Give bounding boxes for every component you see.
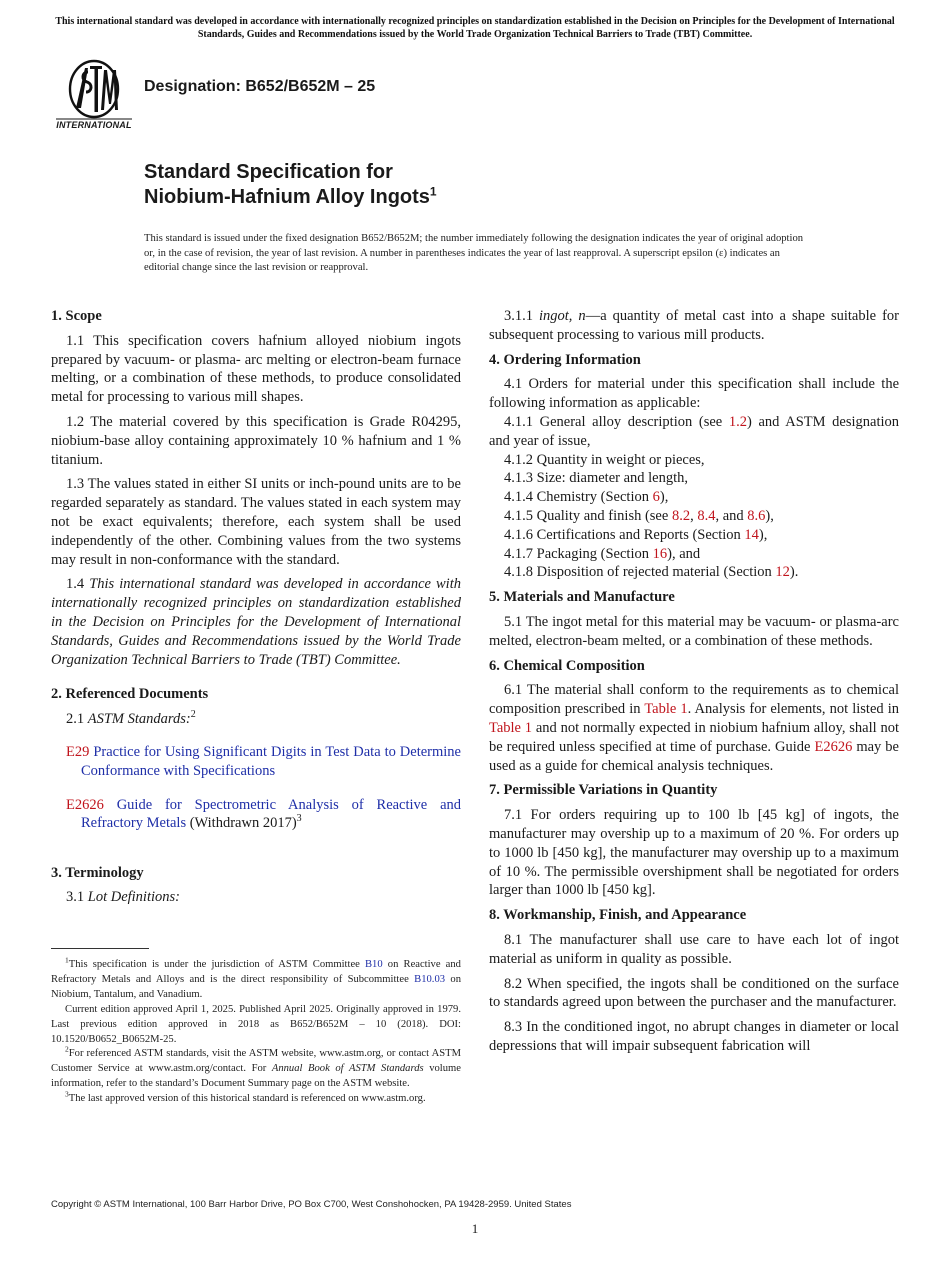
- footnote-2-text-b: volume information, refer to the standard’s Document Summary page on the ASTM website.: [51, 1063, 461, 1090]
- section-heading-variations: 7. Permissible Variations in Quantity: [489, 782, 718, 799]
- footnote-3: [51, 1089, 461, 1107]
- para-4-1-8-a: 4.1.8 Disposition of rejected material (Section: [504, 564, 776, 581]
- section-heading-ordering: 4. Ordering Information: [489, 351, 641, 368]
- link-section-14[interactable]: 14: [744, 526, 759, 543]
- footnote-2-mark: 2: [65, 1044, 69, 1054]
- para-4-1-1-a: 4.1.1 General alloy description (see: [504, 413, 729, 430]
- para-5-1: 5.1 The ingot metal for this material may be vacuum- or plasma-arc melted, electron-beam melted, or a combination of these methods.: [489, 613, 899, 649]
- para-1-1: 1.1 This specification covers hafnium alloyed niobium ingots prepared by vacuum- or plasma- arc melting or electron-beam furnace melting, or a combination of these methods, to produce consolidated metal for processing to various mill shapes.: [51, 332, 461, 406]
- ref-e29: [51, 743, 461, 781]
- para-4-1-5-sep1: ,: [690, 507, 698, 524]
- para-8-2: 8.2 When specified, the ingots shall be conditioned on the surface to standards agreed upon between the purchaser and the manufacturer.: [489, 975, 899, 1011]
- title-footnote-mark: 1: [429, 184, 437, 199]
- para-3-1-1-num: 3.1.1: [504, 308, 533, 324]
- title-line-2-text: Niobium-Hafnium Alloy Ingots: [144, 186, 430, 208]
- para-4-1-8-b: ).: [789, 564, 799, 581]
- para-4-1-8: [489, 563, 899, 582]
- para-2-1-num: 2.1: [66, 711, 85, 728]
- para-4-1-7-b: ), and: [667, 545, 701, 562]
- ref-e2626-sup: 3: [296, 813, 302, 825]
- ref-e2626-note: (Withdrawn 2017): [189, 815, 297, 832]
- para-4-1-5-sep2: , and: [715, 507, 748, 524]
- page-number: 1: [471, 1221, 479, 1236]
- para-4-1-1-b: ) and ASTM designation and year of issue,: [489, 413, 900, 449]
- para-2-1-text: ASTM Standards:: [87, 711, 191, 728]
- para-4-1-3: 4.1.3 Size: diameter and length,: [504, 470, 689, 487]
- footnote-rule: [51, 948, 149, 949]
- para-3-1-1: [489, 307, 899, 345]
- left-column: [51, 307, 461, 907]
- copyright: Copyright © ASTM International, 100 Barr Harbor Drive, PO Box C700, West Conshohocken, PA 19428-2959. United States: [51, 1199, 572, 1210]
- para-6-1-a: 6.1 The material shall conform to the requirements as to chemical composition prescribed in: [489, 682, 899, 718]
- para-3-1-1-text: —a quantity of metal cast into a shape suitable for subsequent processing to various mill products.: [489, 308, 899, 343]
- para-1-4-num: 1.4: [66, 576, 85, 593]
- para-6-1-c: and not normally expected in niobium hafnium alloy, shall not be required unless specified at time of purchase. Guide: [489, 719, 899, 755]
- link-e2626[interactable]: E2626: [814, 738, 853, 755]
- para-4-1-5: [489, 507, 899, 526]
- para-4-1-4-a: 4.1.4 Chemistry (Section: [504, 489, 653, 506]
- para-3-1: [51, 888, 461, 907]
- issued-note: This standard is issued under the fixed designation B652/B652M; the number immediately following the designation indicates the year of original adoption or, in the case of revision, the year of last revision. A number in parentheses indicates the year of last reapproval. A superscript epsilon (ε) indicates an editorial change since the last revision or reapproval.: [144, 233, 804, 273]
- para-4-1-6-a: 4.1.6 Certifications and Reports (Section: [504, 526, 745, 543]
- link-table-1-a[interactable]: Table 1: [644, 701, 688, 718]
- section-heading-terminology: 3. Terminology: [51, 864, 144, 881]
- para-6-1: [489, 681, 899, 775]
- footnote-1-text-b: on Reactive and Refractory Metals and Alloys and is the direct responsibility of Subcommittee: [51, 959, 461, 985]
- para-4-1-5-b: ),: [765, 507, 774, 524]
- para-4-1-5-a: 4.1.5 Quality and finish (see: [504, 507, 672, 524]
- footnotes: [51, 955, 461, 1107]
- page-title: [144, 160, 437, 210]
- ref-e29-title-link[interactable]: Practice for Using Significant Digits in Test Data to Determine Conformance with Specifications: [81, 744, 461, 780]
- astm-logo: [54, 58, 134, 134]
- footnote-1-text-a: This specification is under the jurisdiction of ASTM Committee: [68, 959, 365, 970]
- right-column: [489, 307, 899, 1056]
- link-8-6[interactable]: 8.6: [747, 507, 766, 524]
- section-heading-workmanship: 8. Workmanship, Finish, and Appearance: [489, 907, 747, 924]
- logo-wordmark: INTERNATIONAL: [56, 120, 132, 130]
- ref-e29-code-link[interactable]: E29: [66, 744, 90, 761]
- footnote-1-text-c: on Niobium, Tantalum, and Vanadium.: [51, 973, 461, 1000]
- footnote-3-text: The last approved version of this historical standard is referenced on www.astm.org.: [68, 1093, 426, 1105]
- section-heading-scope: 1. Scope: [51, 308, 102, 324]
- para-6-1-d: may be used as a guide for chemical analysis techniques.: [489, 738, 899, 774]
- para-1-4-text: This international standard was developed in accordance with internationally recognized principles on standardization established in the Decision on Principles for the Development of International Standards, Guides and Recommendations issued by the World Trade Organization Technical Barriers to Trade (TBT) Committee.: [51, 576, 461, 668]
- para-4-1-2: 4.1.2 Quantity in weight or pieces,: [504, 451, 705, 468]
- para-4-1-7-a: 4.1.7 Packaging (Section: [504, 545, 653, 562]
- link-section-6[interactable]: 6: [652, 489, 660, 506]
- title-line-2: [144, 185, 437, 210]
- footnote-3-mark: 3: [65, 1089, 69, 1099]
- para-4-1-4: [489, 488, 899, 507]
- link-section-16[interactable]: 16: [652, 545, 668, 562]
- para-1-2: 1.2 The material covered by this specification is Grade R04295, niobium-base alloy containing approximately 10 % hafnium and 1 % titanium.: [51, 413, 461, 468]
- footnote-b10-link[interactable]: B10: [364, 959, 383, 970]
- footnote-b10-03-link[interactable]: B10.03: [414, 973, 446, 985]
- section-heading-materials: 5. Materials and Manufacture: [489, 589, 675, 606]
- link-8-4[interactable]: 8.4: [697, 507, 716, 524]
- footnote-1: [51, 955, 461, 1003]
- para-6-1-b: . Analysis for elements, not listed in: [687, 701, 899, 718]
- ref-e2626-code-link[interactable]: E2626: [66, 796, 104, 813]
- para-4-1-1: [489, 413, 899, 451]
- link-8-2[interactable]: 8.2: [671, 507, 691, 524]
- footnote-2-italic: Annual Book of ASTM Standards: [271, 1063, 424, 1075]
- para-1-4: [51, 575, 461, 669]
- ref-e2626-title-link[interactable]: Guide for Spectrometric Analysis of Reactive and Refractory Metals: [81, 796, 462, 832]
- para-4-1-4-b: ),: [659, 489, 669, 506]
- footnote-2: [51, 1044, 461, 1092]
- footnote-edition: Current edition approved April 1, 2025. Published April 2025. Originally approved in 1979. Last previous edition approved in 2018 as B652/B652M – 10 (2018). DOI: 10.1520/B0652_B0652M-25.: [51, 1003, 461, 1045]
- designation: Designation: B652/B652M – 25: [144, 78, 376, 95]
- section-heading-chemical: 6. Chemical Composition: [489, 657, 645, 674]
- link-section-12[interactable]: 12: [775, 564, 790, 581]
- para-3-1-1-term: ingot, n: [539, 308, 586, 324]
- para-7-1: 7.1 For orders requiring up to 100 lb [45 kg] of ingots, the manufacturer may overship up to a maximum of 20 %. For orders up to 1000 lb [450 kg], the manufacturer may overship up to a maximum of 10 %. The permissible overshipment shall be negotiated for orders larger than 1000 lb [450 kg].: [489, 807, 899, 899]
- para-8-1: 8.1 The manufacturer shall use care to have each lot of ingot material as uniform in quality as possible.: [489, 931, 899, 967]
- para-2-1: [51, 710, 461, 729]
- para-3-1-text: Lot Definitions:: [87, 889, 180, 906]
- para-2-1-sup: 2: [190, 709, 196, 721]
- para-4-1-6-b: ),: [758, 526, 768, 543]
- para-3-1-num: 3.1: [66, 889, 85, 906]
- footnote-1-mark: 1: [65, 955, 69, 965]
- link-1-2[interactable]: 1.2: [728, 413, 747, 430]
- para-1-3: 1.3 The values stated in either SI units or inch-pound units are to be regarded separately as standard. The values stated in each system may not be exact equivalents; therefore, each system shall be used independently of the other. Combining values from the two systems may result in non-conformance with the standard.: [51, 476, 461, 568]
- title-line-1: Standard Specification for: [144, 161, 393, 183]
- top-note: This international standard was developed in accordance with internationally recognized principles on standardization established in the Decision on Principles for the Development of International Standards, Guides and Recommendations issued by the World Trade Organization Technical Barriers to Trade (TBT) Committee.: [55, 16, 895, 40]
- ref-e2626: [51, 796, 461, 834]
- para-4-1: 4.1 Orders for material under this specification shall include the following information as applicable:: [489, 376, 899, 412]
- para-4-1-7: [489, 545, 899, 564]
- para-8-3: 8.3 In the conditioned ingot, no abrupt changes in diameter or local depressions that will impair subsequent fabrication will: [489, 1019, 899, 1054]
- section-heading-referenced: 2. Referenced Documents: [51, 686, 209, 703]
- footnote-2-text-a: For referenced ASTM standards, visit the ASTM website, www.astm.org, or contact ASTM Customer Service at www.astm.org/contact. For: [51, 1048, 461, 1075]
- link-table-1-b[interactable]: Table 1: [489, 719, 533, 736]
- para-4-1-6: [489, 526, 899, 545]
